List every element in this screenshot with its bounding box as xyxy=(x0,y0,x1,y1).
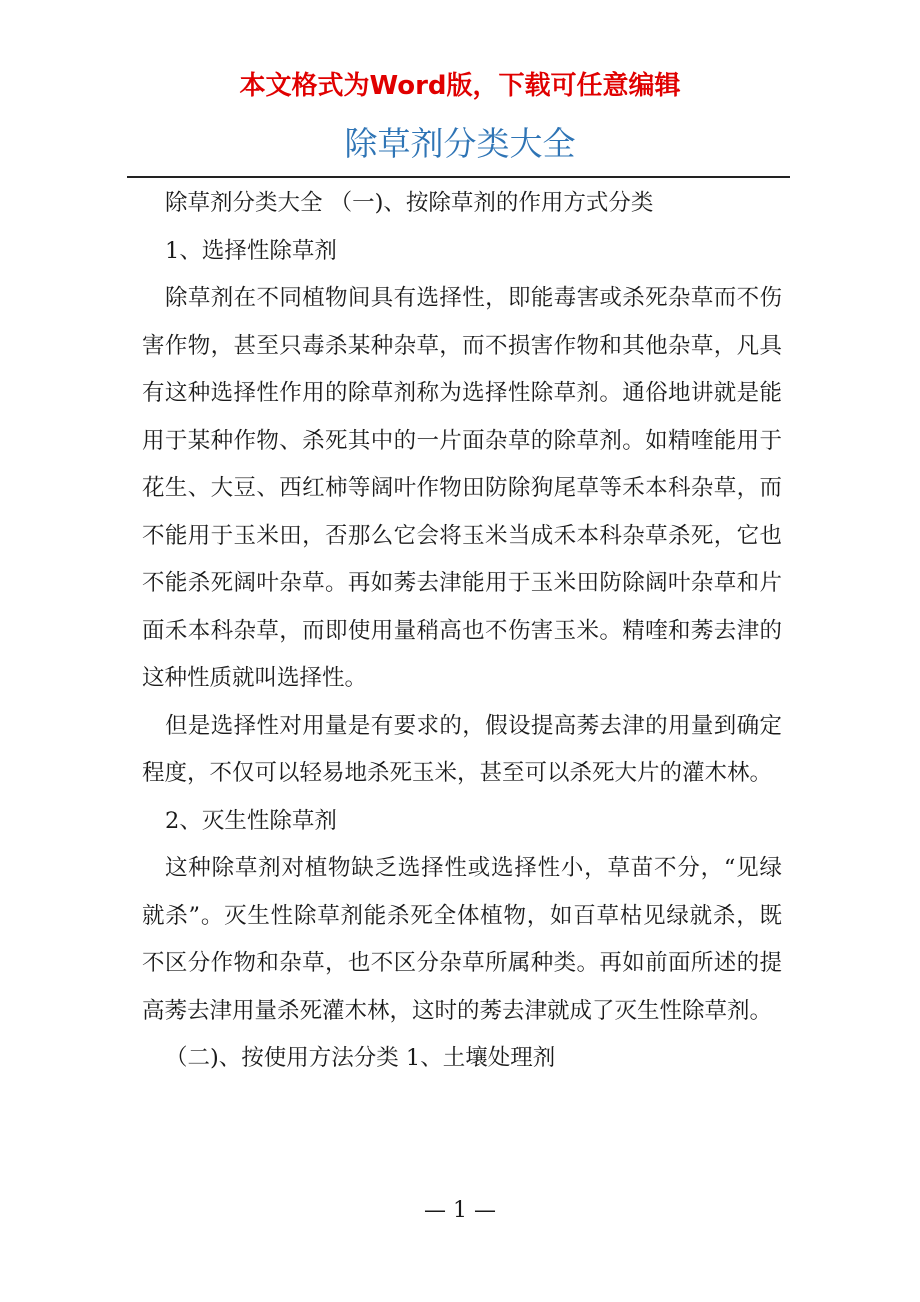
format-notice: 本文格式为Word版，下载可任意编辑 xyxy=(239,71,681,101)
title-divider xyxy=(127,176,790,178)
section-heading-selective: 1、选择性除草剂 xyxy=(165,237,337,264)
intro-line: 除草剂分类大全 （一)、按除草剂的作用方式分类 xyxy=(165,190,654,216)
paragraph-selective-definition: 除草剂在不同植物间具有选择性，即能毒害或杀死杂草而不伤害作物，甚至只毒杀某种杂草，而不损害作物和其他杂草，凡具有这种选择性作用的除草剂称为选择性除草剂。通俗地讲就是能用于某种作物、杀死其中的一片面杂草的除草剂。如精喹能用于花生、大豆、西红柿等阔叶作物田防除狗尾草等禾本科杂草，而不能用于玉米田，否那么它会将玉米当成禾本科杂草杀死，它也不能杀死阔叶杂草。再如莠去津能用于玉米田防除阔叶杂草和片面禾本科杂草，而即使用量稍高也不伤害玉米。精喹和莠去津的这种性质就叫选择性。 xyxy=(142,285,782,691)
document-body xyxy=(142,180,782,1083)
paragraph-selective-dosage: 但是选择性对用量是有要求的，假设提高莠去津的用量到确定程度，不仅可以轻易地杀死玉米，甚至可以杀死大片的灌木林。 xyxy=(142,712,782,786)
section-heading-application: （二)、按使用方法分类 1、土壤处理剂 xyxy=(165,1045,556,1071)
document-title: 除草剂分类大全 xyxy=(344,124,576,163)
section-heading-nonselective: 2、灭生性除草剂 xyxy=(165,807,337,834)
paragraph-nonselective: 这种除草剂对植物缺乏选择性或选择性小，草苗不分，“见绿就杀”。灭生性除草剂能杀死全体植物，如百草枯见绿就杀，既不区分作物和杂草，也不区分杂草所属种类。再如前面所述的提高莠去津用量杀死灌木林，这时的莠去津就成了灭生性除草剂。 xyxy=(142,855,782,1024)
page-number: — 1 — xyxy=(424,1198,496,1223)
